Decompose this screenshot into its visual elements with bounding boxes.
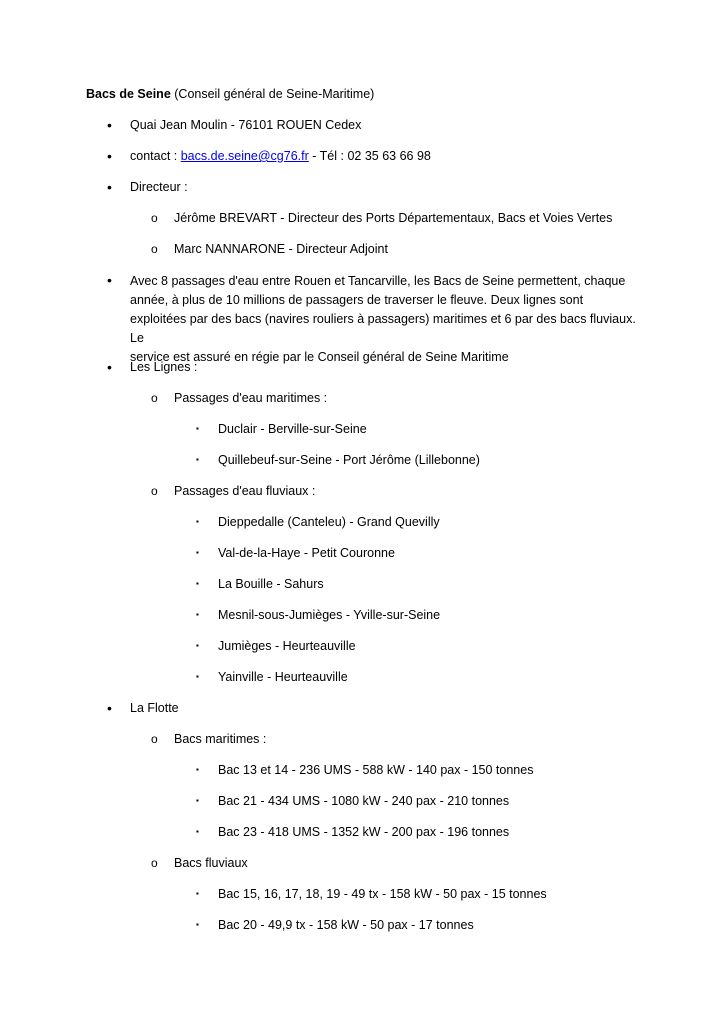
bullet-icon: • bbox=[107, 148, 112, 164]
circle-bullet-icon: o bbox=[151, 211, 158, 225]
ferry-item: Bac 13 et 14 - 236 UMS - 588 kW - 140 pax - 150 tonnes bbox=[218, 763, 534, 777]
route-item: Dieppedalle (Canteleu) - Grand Quevilly bbox=[218, 515, 440, 529]
circle-bullet-icon: o bbox=[151, 391, 158, 405]
maritimes-passages-label: Passages d'eau maritimes : bbox=[174, 391, 328, 405]
flotte-label: La Flotte bbox=[130, 701, 179, 715]
description-line: service est assuré en régie par le Conseil général de Seine Maritime bbox=[130, 350, 509, 364]
square-bullet-icon: ▪ bbox=[196, 424, 199, 433]
fluviaux-passages-label: Passages d'eau fluviaux : bbox=[174, 484, 316, 498]
description-line: exploitées par des bacs (navires rouliers à passagers) maritimes et 6 par des bacs fluviaux. Le bbox=[130, 312, 636, 345]
square-bullet-icon: ▪ bbox=[196, 548, 199, 557]
bacs-fluviaux-label: Bacs fluviaux bbox=[174, 856, 248, 870]
route-item: Duclair - Berville-sur-Seine bbox=[218, 422, 367, 436]
heading-subtitle: (Conseil général de Seine-Maritime) bbox=[174, 87, 375, 101]
bullet-icon: • bbox=[107, 179, 112, 195]
circle-bullet-icon: o bbox=[151, 732, 158, 746]
circle-bullet-icon: o bbox=[151, 484, 158, 498]
address-item: Quai Jean Moulin - 76101 ROUEN Cedex bbox=[130, 118, 362, 132]
square-bullet-icon: ▪ bbox=[196, 889, 199, 898]
route-item: La Bouille - Sahurs bbox=[218, 577, 324, 591]
square-bullet-icon: ▪ bbox=[196, 455, 199, 464]
square-bullet-icon: ▪ bbox=[196, 610, 199, 619]
route-item: Jumièges - Heurteauville bbox=[218, 639, 356, 653]
description-paragraph bbox=[130, 272, 642, 367]
description-line: année, à plus de 10 millions de passagers de traverser le fleuve. Deux lignes sont bbox=[130, 293, 584, 307]
route-item: Mesnil-sous-Jumièges - Yville-sur-Seine bbox=[218, 608, 441, 622]
route-item: Quillebeuf-sur-Seine - Port Jérôme (Lillebonne) bbox=[218, 453, 480, 467]
square-bullet-icon: ▪ bbox=[196, 579, 199, 588]
description-line: Avec 8 passages d'eau entre Rouen et Tancarville, les Bacs de Seine permettent, chaque bbox=[130, 274, 626, 288]
square-bullet-icon: ▪ bbox=[196, 672, 199, 681]
circle-bullet-icon: o bbox=[151, 856, 158, 870]
square-bullet-icon: ▪ bbox=[196, 920, 199, 929]
contact-item bbox=[130, 148, 431, 164]
ferry-item: Bac 20 - 49,9 tx - 158 kW - 50 pax - 17 tonnes bbox=[218, 918, 474, 932]
square-bullet-icon: ▪ bbox=[196, 796, 199, 805]
contact-prefix: contact : bbox=[130, 149, 181, 163]
person-item: Jérôme BREVART - Directeur des Ports Départementaux, Bacs et Voies Vertes bbox=[174, 211, 613, 225]
bullet-icon: • bbox=[107, 272, 112, 288]
square-bullet-icon: ▪ bbox=[196, 765, 199, 774]
square-bullet-icon: ▪ bbox=[196, 641, 199, 650]
bullet-icon: • bbox=[107, 700, 112, 716]
bullet-icon: • bbox=[107, 359, 112, 375]
square-bullet-icon: ▪ bbox=[196, 517, 199, 526]
lignes-label: Les Lignes : bbox=[130, 360, 198, 374]
circle-bullet-icon: o bbox=[151, 242, 158, 256]
person-item: Marc NANNARONE - Directeur Adjoint bbox=[174, 242, 388, 256]
bullet-icon: • bbox=[107, 117, 112, 133]
document-heading bbox=[86, 86, 374, 102]
ferry-item: Bac 23 - 418 UMS - 1352 kW - 200 pax - 196 tonnes bbox=[218, 825, 510, 839]
route-item: Yainville - Heurteauville bbox=[218, 670, 348, 684]
bacs-maritimes-label: Bacs maritimes : bbox=[174, 732, 267, 746]
directeur-label: Directeur : bbox=[130, 180, 188, 194]
ferry-item: Bac 15, 16, 17, 18, 19 - 49 tx - 158 kW - 50 pax - 15 tonnes bbox=[218, 887, 547, 901]
email-link[interactable]: bacs.de.seine@cg76.fr bbox=[180, 149, 309, 163]
ferry-item: Bac 21 - 434 UMS - 1080 kW - 240 pax - 210 tonnes bbox=[218, 794, 510, 808]
square-bullet-icon: ▪ bbox=[196, 827, 199, 836]
contact-phone: - Tél : 02 35 63 66 98 bbox=[308, 149, 431, 163]
route-item: Val-de-la-Haye - Petit Couronne bbox=[218, 546, 395, 560]
heading-title: Bacs de Seine bbox=[86, 87, 171, 101]
